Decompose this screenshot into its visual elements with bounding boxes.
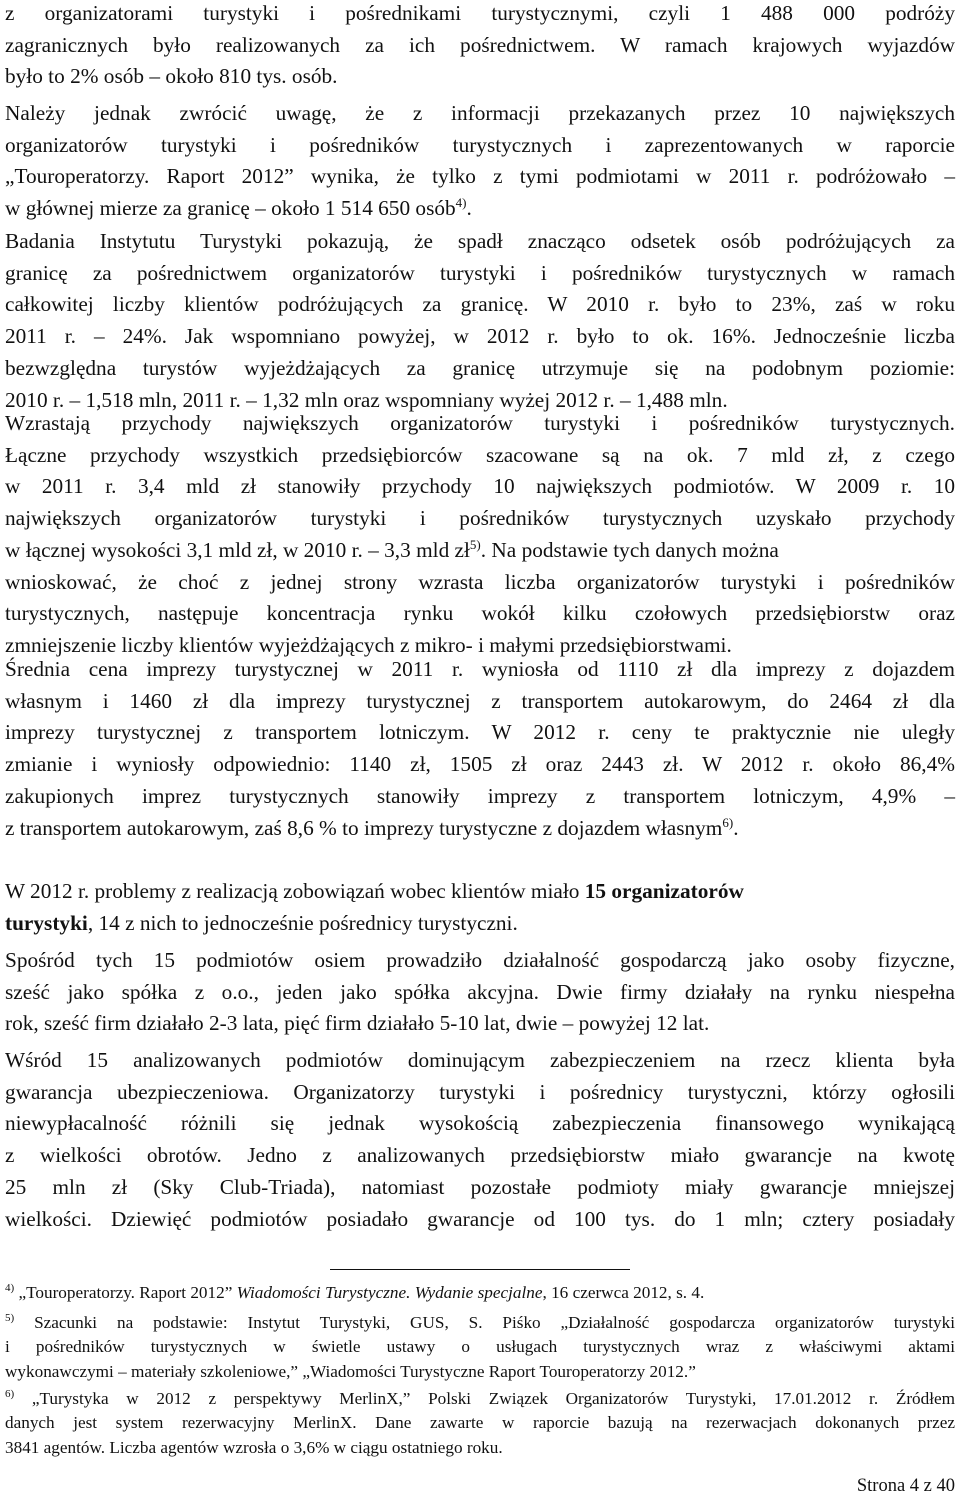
text-fragment: W 2012 r. problemy z realizacją zobowiązań wobec klientów miało	[5, 879, 585, 903]
paragraph-5	[5, 654, 955, 844]
text-line: zmniejszenie liczby klientów wyjeżdżających z mikro- i małymi przedsiębiorstwami.	[5, 632, 732, 657]
text-line: sześć jako spółka z o.o., jeden jako spółka akcyjna. Dwie firmy działały na rynku niespełna	[5, 979, 955, 1004]
text-line: Należy jednak zwrócić uwagę, że z informacji przekazanych przez 10 największych	[5, 101, 955, 125]
text-line: z organizatorami turystyki i pośrednikami turystycznymi, czyli 1 488 000 podróży	[5, 1, 955, 25]
footnote-number: 5)	[5, 1312, 15, 1324]
text-line: zagranicznych było realizowanych za ich pośrednictwem. W ramach krajowych wyjazdów	[5, 32, 955, 57]
text-line: 2011 r. – 24%. Jak wspomniano powyżej, w 2012 r. było to ok. 16%. Jednocześnie liczba	[5, 324, 955, 349]
paragraph-1	[5, 0, 955, 93]
page-number: Strona 4 z 40	[856, 1476, 955, 1496]
text-line	[5, 876, 955, 908]
text-line: turystycznych, następuje koncentracja rynku wokół kilku czołowych przedsiębiorstw oraz	[5, 601, 955, 626]
text-fragment: .	[466, 196, 472, 221]
text-fragment: „Touroperatorzy. Raport 2012”	[14, 1283, 237, 1302]
bold-text: turystyki	[5, 910, 88, 935]
text-line: danych jest system rezerwacyjny MerlinX. Dane zawarte w raporcie bazują na rezerwacjach dokonanych przez	[5, 1413, 955, 1433]
text-fragment: z transportem autokarowym, zaś 8,6 % to imprezy turystyczne z dojazdem własnym	[5, 815, 723, 840]
text-line: wykonawczymi – materiały szkoleniowe,” „Wiadomości Turystyczne Raport Touroperatorzy 2012.”	[5, 1361, 696, 1381]
text-fragment: . Na podstawie tych danych można	[480, 537, 779, 562]
italic-text: Wiadomości Turystyczne. Wydanie specjalne	[236, 1283, 543, 1302]
footnote-ref: 5)	[469, 536, 481, 552]
text-fragment: w łącznej wysokości 3,1 mld zł, w 2010 r. – 3,3 mld zł	[5, 537, 470, 562]
paragraph-8	[5, 1045, 955, 1235]
text-line: największych organizatorów turystyki i pośredników turystycznych uzyskało przychody	[5, 506, 955, 531]
text-line: organizatorów turystyki i pośredników turystycznych i zaprezentowanych w raporcie	[5, 132, 955, 157]
text-line: granicę za pośrednictwem organizatorów turystyki i pośredników turystycznych w ramach	[5, 260, 955, 285]
text-fragment: w głównej mierze za granicę – około 1 514 650 osób	[5, 196, 456, 221]
paragraph-3	[5, 226, 955, 416]
text-line: Wzrastają przychody największych organizatorów turystyki i pośredników turystycznych.	[5, 411, 955, 435]
footnote-4	[5, 1281, 955, 1305]
text-line	[5, 193, 955, 225]
text-line	[5, 535, 955, 567]
text-line: Wśród 15 analizowanych podmiotów dominującym zabezpieczeniem na rzecz klienta była	[5, 1048, 955, 1072]
text-line	[5, 1281, 955, 1305]
paragraph-6	[5, 876, 955, 939]
text-line: zmianie i wyniosły odpowiednio: 1140 zł, 1505 zł oraz 2443 zł. W 2012 r. około 86,4%	[5, 752, 955, 777]
text-line: wnioskować, że choć z jednej strony wzrasta liczba organizatorów turystyki i pośredników	[5, 569, 955, 594]
text-line: niewypłacalność różnili się jednak wysokością zabezpieczenia finansowego wynikającą	[5, 1111, 955, 1136]
text-line: i pośredników turystycznych w świetle ustawy o usługach turystycznych wraz z właściwymi aktami	[5, 1337, 955, 1357]
text-line: 3841 agentów. Liczba agentów wzrosła o 3,6% w ciągu ostatniego roku.	[5, 1437, 503, 1457]
text-line	[5, 1311, 955, 1335]
text-line: wielkości. Dziewięć podmiotów posiadało gwarancje od 100 tys. do 1 mln; cztery posiadały	[5, 1206, 955, 1231]
footnote-number: 4)	[5, 1282, 15, 1294]
text-line: Spośród tych 15 podmiotów osiem prowadziło działalność gospodarczą jako osoby fizyczne,	[5, 948, 955, 972]
text-line	[5, 908, 955, 940]
text-line: rok, sześć firm działało 2-3 lata, pięć firm działało 5-10 lat, dwie – powyżej 12 lat.	[5, 1011, 710, 1036]
text-fragment: .	[733, 815, 739, 840]
footnote-number: 6)	[5, 1388, 15, 1400]
text-fragment: Szacunki na podstawie: Instytut Turystyki, GUS, S. Piśko „Działalność gospodarcza organizatorów turystyki	[14, 1313, 955, 1332]
paragraph-7	[5, 945, 955, 1040]
text-line: gwarancja ubezpieczeniowa. Organizatorzy turystyki i pośrednicy turystyczni, którzy ogłosili	[5, 1079, 955, 1104]
text-line: 2010 r. – 1,518 mln, 2011 r. – 1,32 mln oraz wspomniany wyżej 2012 r. – 1,488 mln.	[5, 387, 728, 412]
paragraph-2	[5, 98, 955, 225]
text-line: 25 mln zł (Sky Club-Triada), natomiast pozostałe podmioty miały gwarancje mniejszej	[5, 1174, 955, 1199]
footnote-divider	[330, 1269, 630, 1270]
text-line: całkowitej liczby klientów podróżujących za granicę. W 2010 r. było to 23%, zaś w roku	[5, 292, 955, 317]
footnote-ref: 6)	[722, 814, 734, 830]
text-line: Łączne przychody wszystkich przedsiębiorców szacowane są na ok. 7 mld zł, z czego	[5, 442, 955, 467]
text-line: bezwzględna turystów wyjeżdżających za granicę utrzymuje się na podobnym poziomie:	[5, 355, 955, 380]
text-line	[5, 813, 955, 845]
text-line: Średnia cena imprezy turystycznej w 2011 r. wyniosła od 1110 zł dla imprezy z dojazdem	[5, 657, 955, 681]
paragraph-4	[5, 408, 955, 662]
footnote-ref: 4)	[455, 195, 467, 211]
text-line: w 2011 r. 3,4 mld zł stanowiły przychody 10 największych podmiotów. W 2009 r. 10	[5, 474, 955, 499]
text-fragment: , 16 czerwca 2012, s. 4.	[542, 1283, 705, 1302]
footnote-6	[5, 1387, 955, 1460]
text-line: zakupionych imprez turystycznych stanowiły imprezy z transportem lotniczym, 4,9% –	[5, 783, 955, 808]
text-line: z wielkości obrotów. Jedno z analizowanych przedsiębiorstw miało gwarancje na kwotę	[5, 1143, 955, 1168]
footnote-5	[5, 1311, 955, 1384]
text-line: „Touroperatorzy. Raport 2012” wynika, że tylko z tymi podmiotami w 2011 r. podróżowało –	[5, 164, 955, 189]
text-line	[5, 1387, 955, 1411]
bold-text: 15 organizatorów	[584, 879, 744, 903]
text-line: własnym i 1460 zł dla imprezy turystycznej z transportem autokarowym, do 2464 zł dla	[5, 688, 955, 713]
text-fragment: „Turystyka w 2012 z perspektywy MerlinX,” Polski Związek Organizatorów Turystyki, 17.01.2012 r. Źródłem	[14, 1389, 955, 1408]
text-fragment: , 14 z nich to jednocześnie pośrednicy turystyczni.	[87, 910, 518, 935]
text-line: było to 2% osób – około 810 tys. osób.	[5, 64, 338, 89]
text-line: imprezy turystycznej z transportem lotniczym. W 2012 r. ceny te praktycznie nie uległy	[5, 720, 955, 745]
text-line: Badania Instytutu Turystyki pokazują, że spadł znacząco odsetek osób podróżujących za	[5, 229, 955, 253]
